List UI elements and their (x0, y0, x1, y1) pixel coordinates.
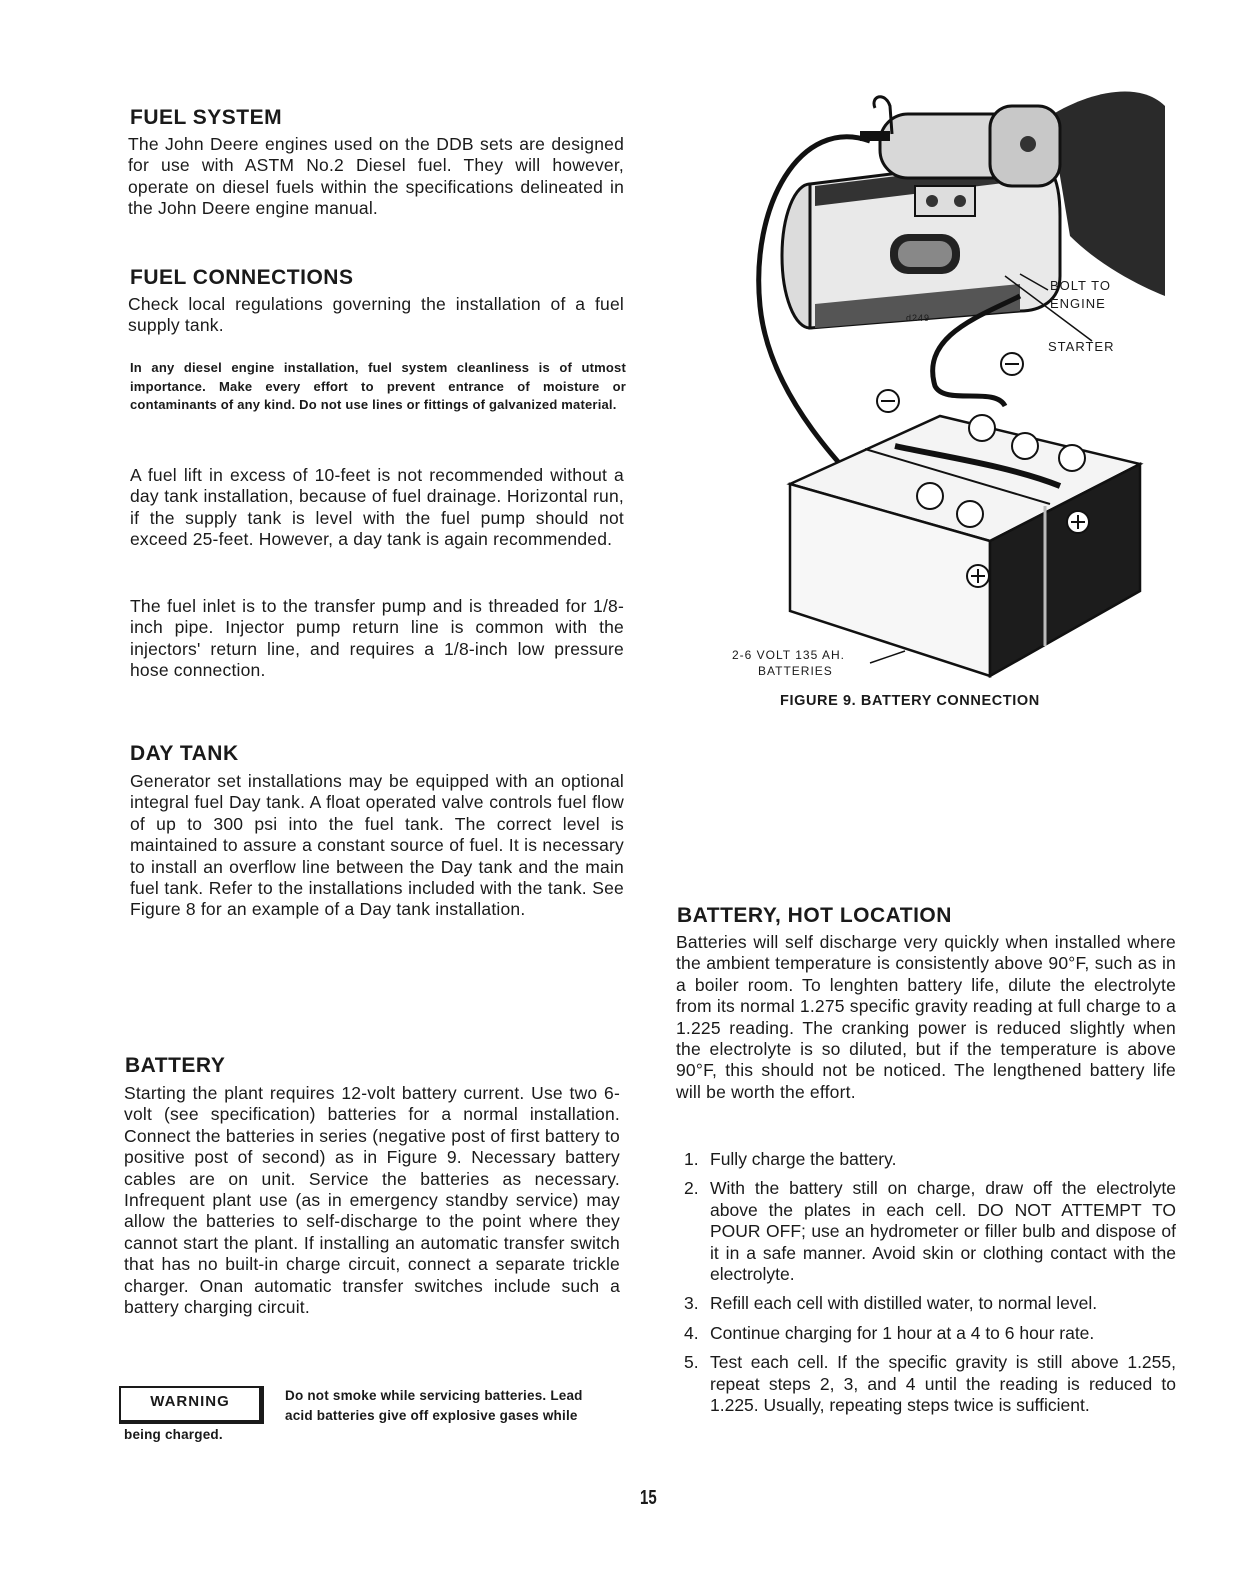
step-item: 2. With the battery still on charge, draw off the electrolyte above the plates in each cell. DO NOT ATTEMPT TO POUR OFF; use an hydrometer or filler bulb and dispose of it in a safe manner. Avoid skin or clothing contact with the electrolyte. (684, 1178, 1176, 1285)
label-batteries-2: BATTERIES (758, 664, 833, 678)
starter-motor-drawing (782, 97, 1060, 328)
fuel-lift-paragraph: A fuel lift in excess of 10-feet is not recommended without a day tank installation, because of fuel drainage. Horizontal run, if the supply tank is level with the fuel pump should not exceed 25-feet. However, a day tank is again recommended. (130, 465, 624, 550)
figure-caption: FIGURE 9. BATTERY CONNECTION (780, 693, 1040, 709)
step-item: 4. Continue charging for 1 hour at a 4 to 6 hour rate. (684, 1322, 1095, 1343)
batteries-drawing (790, 353, 1140, 676)
fuel-connections-body: Check local regulations governing the installation of a fuel supply tank. (128, 294, 624, 336)
fuel-connections-heading: FUEL CONNECTIONS (130, 266, 354, 289)
step-item: 5. Test each cell. If the specific gravity is still above 1.255, repeat steps 2, 3, and 4 until the reading is reduced to 1.225. Usually, repeating steps twice is sufficient. (684, 1352, 1176, 1416)
warning-text (285, 1386, 625, 1426)
hot-location-steps (678, 1149, 1176, 1424)
cleanliness-note: In any diesel engine installation, fuel system cleanliness is of utmost importance. Make every effort to prevent entrance of moisture or contaminants of any kind. Do not use lines or fittings of galvanized material. (130, 360, 626, 412)
label-bolt: BOLT TO (1050, 278, 1111, 293)
page-number: 15 (640, 1487, 657, 1509)
battery-hot-body: Batteries will self discharge very quickly when installed where the ambient temperature is consistently above 90°F, such as in a boiler room. To lenghten battery life, dilute the electrolyte from its normal 1.275 specific gravity reading at full charge to a 1.225 reading. The cranking power is reduced slightly when the electrolyte is so diluted, but if the temperature is above 90°F, this should not be noticed. The lengthened battery life will be worth the effort. (676, 932, 1176, 1102)
hose-shape (1050, 92, 1165, 296)
battery-hot-heading: BATTERY, HOT LOCATION (677, 904, 952, 927)
label-engine: ENGINE (1050, 296, 1106, 311)
battery-body: Starting the plant requires 12-volt battery current. Use two 6-volt (see specification) batteries for a normal installation. Connect the batteries in series (negative post of first battery to positive post of second) as in Figure 9. Necessary battery cables are on unit. Service the batteries as necessary. Infrequent plant use (as in emergency standby service) may allow the batteries to self-discharge to the point where they cannot start the plant. If installing an automatic transfer switch that has no built-in charge circuit, connect a separate trickle charger. Onan automatic transfer switches include such a battery charging circuit. (124, 1083, 620, 1318)
warning-text-line2: acid batteries give off explosive gases while (285, 1408, 578, 1423)
fuel-system-body: The John Deere engines used on the DDB sets are designed for use with ASTM No.2 Diesel fuel. They will however, operate on diesel fuels within the specifications delineated in the John Deere engine manual. (128, 134, 624, 219)
label-batteries-1: 2-6 VOLT 135 AH. (732, 648, 845, 662)
label-starter: STARTER (1048, 339, 1115, 354)
day-tank-body: Generator set installations may be equipped with an optional integral fuel Day tank. A float operated valve controls fuel flow of up to 300 psi into the fuel tank. The correct level is maintained to assure a constant source of fuel. It is necessary to install an overflow line between the Day tank and the main fuel tank. Refer to the installations included with the tank. See Figure 8 for an example of a Day tank installation. (130, 771, 624, 920)
battery-heading: BATTERY (125, 1054, 226, 1077)
warning-text-line1: Do not smoke while servicing batteries. Lead (285, 1388, 583, 1403)
warning-label: WARNING (119, 1386, 264, 1424)
warning-text-line3: being charged. (124, 1427, 223, 1442)
fuel-system-heading: FUEL SYSTEM (130, 106, 283, 129)
fuel-inlet-paragraph: The fuel inlet is to the transfer pump and is threaded for 1/8-inch pipe. Injector pump return line is common with the injectors' return line, and requires a 1/8-inch low pressure hose connection. (130, 596, 624, 681)
step-item: 1. Fully charge the battery. (684, 1149, 897, 1169)
step-item: 3. Refill each cell with distilled water, to normal level. (684, 1293, 1098, 1314)
battery-connection-figure (720, 86, 1170, 696)
label-code: d249 (906, 313, 931, 323)
day-tank-heading: DAY TANK (130, 742, 239, 765)
